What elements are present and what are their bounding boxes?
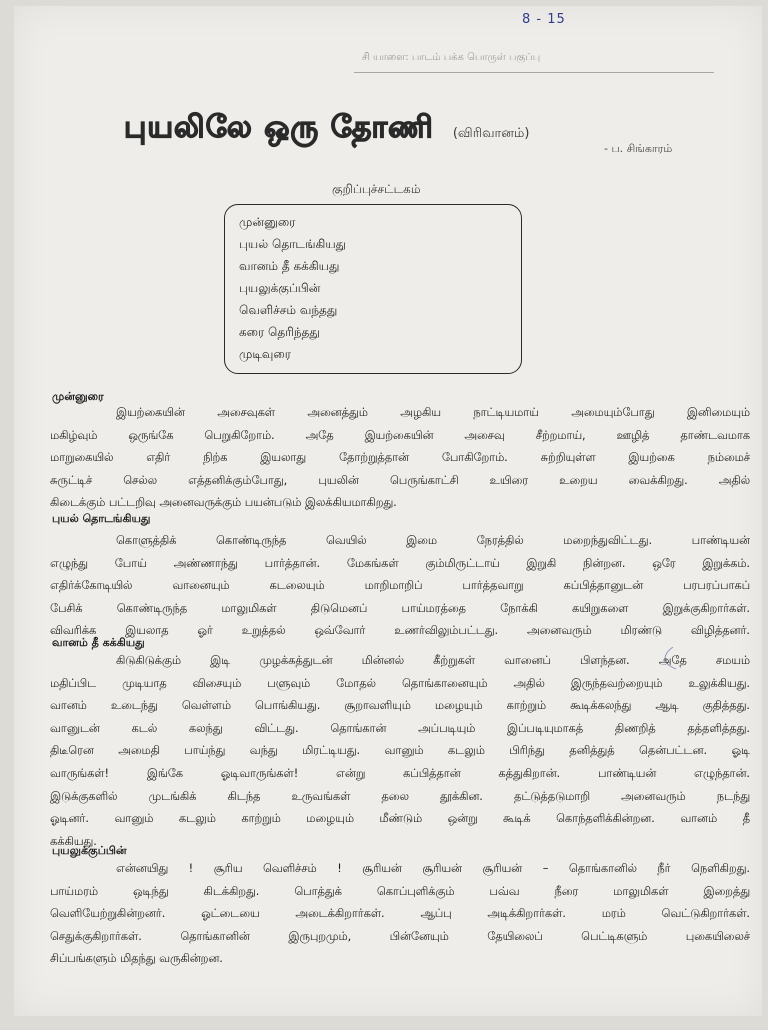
section-body-introduction: [50, 402, 750, 515]
page-number: 8 - 15: [522, 12, 566, 27]
outline-item: முடிவுரை: [239, 347, 291, 361]
outline-item: புயலுக்குப்பின்: [239, 281, 321, 295]
section-body-after-storm: [50, 858, 750, 971]
paragraph-line: மகிழ்வும் ஒருங்கே பெறுகிறோம். அதே இயற்கையின் அசைவு சீற்றமாய், ஊழித் தாண்டவமாக: [50, 428, 750, 442]
outline-item: புயல் தொடங்கியது: [239, 237, 347, 251]
paragraph-line: பாய்மரம் ஒடிந்து கிடக்கிறது. பொத்துக் கொப்புளிக்கும் பவ்வ நீரை மாலுமிகள் இறைத்து: [50, 884, 750, 898]
paragraph-line: மதிப்பிட முடியாத விசையும் பளுவும் மோதல் தொங்கானையும் அதில் இருந்தவற்றையும் உலுக்கியது.: [50, 676, 750, 690]
paragraph-line: இடுக்குகளில் முடங்கிக் கிடந்த உருவங்கள் தலை தூக்கின. தட்டுத்தடுமாறி அனைவரும் நடந்து: [50, 789, 750, 803]
paragraph-line: செதுக்குகிறார்கள். தொங்கானின் இருபுறமும், பின்னேயும் தேயிலைப் பெட்டிகளும் புகையிலைச்: [50, 929, 750, 943]
lesson-subtitle: (விரிவானம்): [452, 126, 530, 141]
paragraph-line: சுருட்டிச் செல்ல எத்தனிக்கும்போது, புயலின் பெருங்காட்சி உயிரை உறைய வைக்கிறது. அதில்: [50, 473, 750, 487]
paragraph-line: கொளுத்திக் கொண்டிருந்த வெயில் இமை நேரத்தில் மறைந்துவிட்டது. பாண்டியன்: [116, 534, 750, 547]
paragraph-line: இயற்கையின் அசைவுகள் அனைத்தும் அழகிய நாட்டியமாய் அமையும்போது இனிமையும்: [116, 406, 750, 419]
outline-heading: குறிப்புச்சட்டகம்: [332, 182, 421, 196]
outline-box: [224, 204, 522, 374]
author-name: - ப. சிங்காரம்: [604, 142, 673, 155]
outline-item: வானம் தீ கக்கியது: [239, 259, 340, 273]
outline-item: கரை தெரிந்தது: [239, 325, 320, 339]
paragraph-line: எதிர்க்கோடியில் வானையும் கடலையும் மாறிமாறிப் பார்த்தவாறு கப்பித்தானுடன் பரபரப்பாகப்: [50, 579, 750, 593]
section-heading-after-storm: புயலுக்குப்பின்: [52, 844, 127, 857]
paragraph-line: வானுடன் கடல் கலந்து விட்டது. தொங்கான் அப்படியும் இப்படியுமாகத் திணறித் தத்தளித்தது.: [50, 721, 750, 735]
lesson-title: புயலிலே ஒரு தோணி: [124, 110, 434, 145]
header-rule: [354, 72, 714, 73]
paragraph-line: சிப்பங்களும் மிதந்து வருகின்றன.: [50, 952, 223, 966]
paragraph-line: கக்கியது.: [50, 834, 97, 848]
section-body-sky-spat-fire: [50, 650, 750, 853]
section-body-storm-began: [50, 530, 750, 643]
section-heading-sky-spat-fire: வானம் தீ கக்கியது: [52, 636, 145, 649]
paragraph-line: பேசிக் கொண்டிருந்த மாலுமிகள் திடுமெனப் பாய்மரத்தை நோக்கி கயிறுகளை இறுக்குகிறார்கள்.: [50, 601, 750, 615]
paragraph-line: வெளியேற்றுகின்றனர். ஓட்டையை அடைக்கிறார்கள். ஆப்பு அடிக்கிறார்கள். மரம் வெட்டுகிறார்கள்.: [50, 907, 750, 921]
paragraph-line: எழுந்து போய் அண்ணாந்து பார்த்தான். மேகங்கள் கும்மிருட்டாய் இறுகி நின்றன. ஒரே இறுக்கம்.: [50, 556, 750, 570]
paragraph-line: கிடைக்கும் பட்டறிவு அனைவருக்கும் பயன்படும் இலக்கியமாகிறது.: [50, 496, 397, 510]
paragraph-line: வானம் உடைந்து வெள்ளம் பொங்கியது. சூறாவளியும் மழையும் காற்றும் கூடிக்கலந்து ஆடி குதித்தது.: [50, 699, 750, 713]
title-row: [124, 110, 529, 149]
document-page: [14, 6, 762, 1016]
running-header: சி யாளை: பாடம் பக்க பொருள் பகுப்பு: [362, 52, 541, 63]
paragraph-line: கிடுகிடுக்கும் இடி முழக்கத்துடன் மின்னல் கீற்றுகள் வானைப் பிளந்தன. அதே சமயம்: [116, 654, 750, 667]
outline-item: முன்னுரை: [239, 215, 296, 229]
paragraph-line: மாறுகையில் எதிர் நிற்க இயலாது தோற்றுத்தான் போகிறோம். சுற்றியுள்ள இயற்கை நம்மைச்: [50, 451, 750, 465]
paragraph-line: என்னயிது ! சூரிய வெளிச்சம் ! சூரியன் சூரியன் சூரியன் – தொங்கானில் நீர் நெளிகிறது.: [116, 862, 750, 875]
section-heading-introduction: முன்னுரை: [52, 390, 104, 403]
paragraph-line: விவரிக்க இயலாத ஓர் உறுத்தல் ஒவ்வோர் உணர்விலும்பட்டது. அனைவரும் மிரண்டு விழித்தனர்.: [50, 624, 750, 638]
section-heading-storm-began: புயல் தொடங்கியது: [52, 512, 151, 525]
outline-item: வெளிச்சம் வந்தது: [239, 303, 338, 317]
paragraph-line: வாருங்கள்! இங்கே ஓடிவாருங்கள்! என்று கப்பித்தான் கத்துகிறான். பாண்டியன் எழுந்தான்.: [50, 766, 750, 780]
paragraph-line: ஓடினர். வானும் கடலும் காற்றும் மழையும் மீண்டும் ஒன்று கூடிக் கொந்தளிக்கின்றன. வானம் தீ: [50, 812, 750, 826]
paragraph-line: திடீரென அமைதி பாய்ந்து வந்து மிரட்டியது. வானும் கடலும் பிரிந்து தனித்துத் தென்பட்டன. ஓடி: [50, 744, 750, 758]
